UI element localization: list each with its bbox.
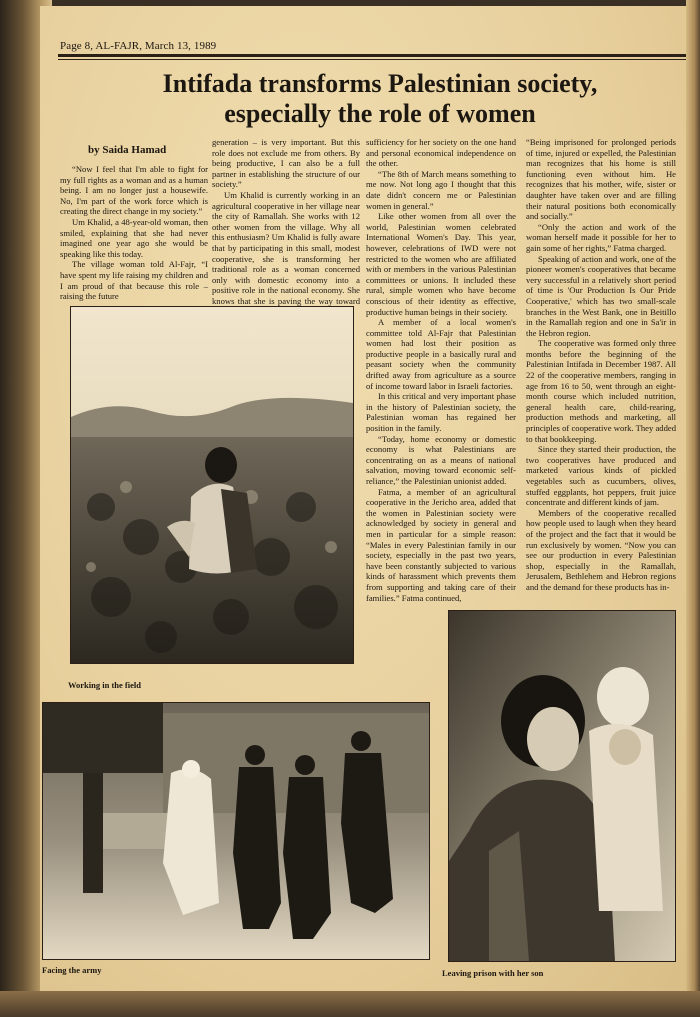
paragraph: “Being imprisoned for prolonged periods of time, injured or expelled, the Palestinian man recognizes that his home is still functioning even without him. He recognizes that his mother, wife, sister or daughter have taken over and are filling their natural positions both economically and socially.”: [526, 137, 676, 222]
article-column-4: [526, 137, 676, 601]
photo-facing-army: [42, 702, 430, 960]
paragraph: Um Khalid, a 48-year-old woman, then smiled, explaining that she had never imagined one year ago she would be speaking like this today.: [60, 216, 208, 259]
header-rule: [58, 54, 688, 57]
paragraph: “Now I feel that I'm able to fight for my full rights as a woman and as a human being. I am no longer just a housewife. No, I'm part of the work force which is creating the direct change in my society.”: [60, 164, 208, 217]
headline-line-1: Intifada transforms Palestinian society,: [162, 69, 598, 98]
article-column-2: [212, 137, 360, 306]
paragraph: “Only the action and work of the woman herself made it possible for her to gain some of her rights,” Fatma charged.: [526, 221, 676, 253]
paragraph: “The 8th of March means something to me now. Not long ago I thought that this date didn't concern me or Palestinian women in general.”: [366, 168, 516, 211]
header-rule-thin: [58, 59, 688, 60]
army-photo-image: [43, 703, 429, 959]
paragraph: Like other women from all over the world, Palestinian women celebrated International Women's Day. This year, however, celebrations of IWD were not restricted to the women who are affiliated with or members in the various Palestinian committees or unions. It included these rural, simple women who have become conscious of their identity as effective, productive human beings in their society.: [366, 211, 516, 317]
prison-photo-image: [449, 611, 675, 961]
paragraph: “Today, home economy or domestic economy is what Palestinians are concentrating on as a means of national salvation, moving toward economic self-reliance,” the Palestinian unionist added.: [366, 433, 516, 486]
caption-prison: Leaving prison with her son: [442, 968, 544, 978]
paragraph: Speaking of action and work, one of the pioneer women's cooperatives that became very successful in a relatively short period of time is 'Our Production Is Our Pride Cooperative,' which has two small-scale branches in the West Bank, one in Beitillo in the Ramallah region and one in Sa'ir in the Hebron region.: [526, 253, 676, 338]
article-column-3: [366, 137, 516, 607]
paragraph: Fatma, a member of an agricultural cooperative in the Jericho area, added that the women in Palestinian society were acknowledged by society in general and men in particular for a simple reason: “Males in every Palestinian family in our society, especially in the past two years, have been constantly subjected to various kinds of harassment which prevents them from supporting and taking care of their families.” Fatma continued,: [366, 486, 516, 603]
paragraph: The village woman told Al-Fajr, “I have spent my life raising my children and I am proud of that because this role – raising the future: [60, 259, 208, 302]
page-header: Page 8, AL-FAJR, March 13, 1989: [60, 40, 217, 52]
page-edge-right: [686, 0, 700, 1017]
byline: by Saida Hamad: [88, 144, 167, 156]
newspaper-page: [40, 6, 688, 992]
paragraph: Um Khalid is currently working in an agricultural cooperative in her village near the city of Ramallah. She works with 12 other women from the village. Why all this enthusiasm? Um Khalid is fully aware that by participating in this small, modest cooperative, she is transforming her traditional role as a woman concerned only with domestic economy into a positive role in the national economy. She knows that she is paving the way toward: [212, 189, 360, 306]
page-edge-bottom: [0, 991, 700, 1017]
headline: [100, 69, 660, 129]
article-column-1: [60, 164, 208, 300]
headline-line-2: especially the role of women: [224, 99, 536, 128]
paragraph: sufficiency for her society on the one hand and personal economical independence on the other.: [366, 137, 516, 169]
photo-leaving-prison: [448, 610, 676, 962]
paragraph: In this critical and very important phase in the history of Palestinian society, the Palestinian woman has regained her position in the family.: [366, 391, 516, 434]
field-photo-image: [71, 307, 353, 663]
paragraph: A member of a local women's committee told Al-Fajr that Palestinian women had lost their position as productive people in a basically rural and peasant society when the community drifted away from agriculture as a source of income toward labor in Israeli factories.: [366, 317, 516, 391]
paragraph: generation – is very important. But this role does not exclude me from others. By being productive, I can also be a full partner in establishing the structure of our society.”: [212, 137, 360, 190]
caption-army: Facing the army: [42, 965, 102, 975]
caption-field: Working in the field: [68, 680, 141, 690]
paragraph: The cooperative was formed only three months before the beginning of the Palestinian Intifada in December 1987. All 22 of the cooperative members, ranging in age from 16 to 50, went through an eight-month course which included nutrition, general health care, child-rearing, production methods and marketing, all principles of cooperative work. They added to that bookkeeping.: [526, 338, 676, 444]
paragraph: Members of the cooperative recalled how people used to laugh when they heard of the project and the fact that it would be run exclusively by women. “Now you can see our production in every Palestinian shop, especially in the Ramallah, Jerusalem, Bethlehem and Hebron regions and the demand for these products has in-: [526, 507, 676, 592]
photo-working-in-field: [70, 306, 354, 664]
paragraph: Since they started their production, the two cooperatives have produced and marketed various kinds of pickled vegetables such as cucumbers, olives, stuffed eggplants, hot peppers, fruit juice concentrate and different kinds of jam.: [526, 444, 676, 508]
